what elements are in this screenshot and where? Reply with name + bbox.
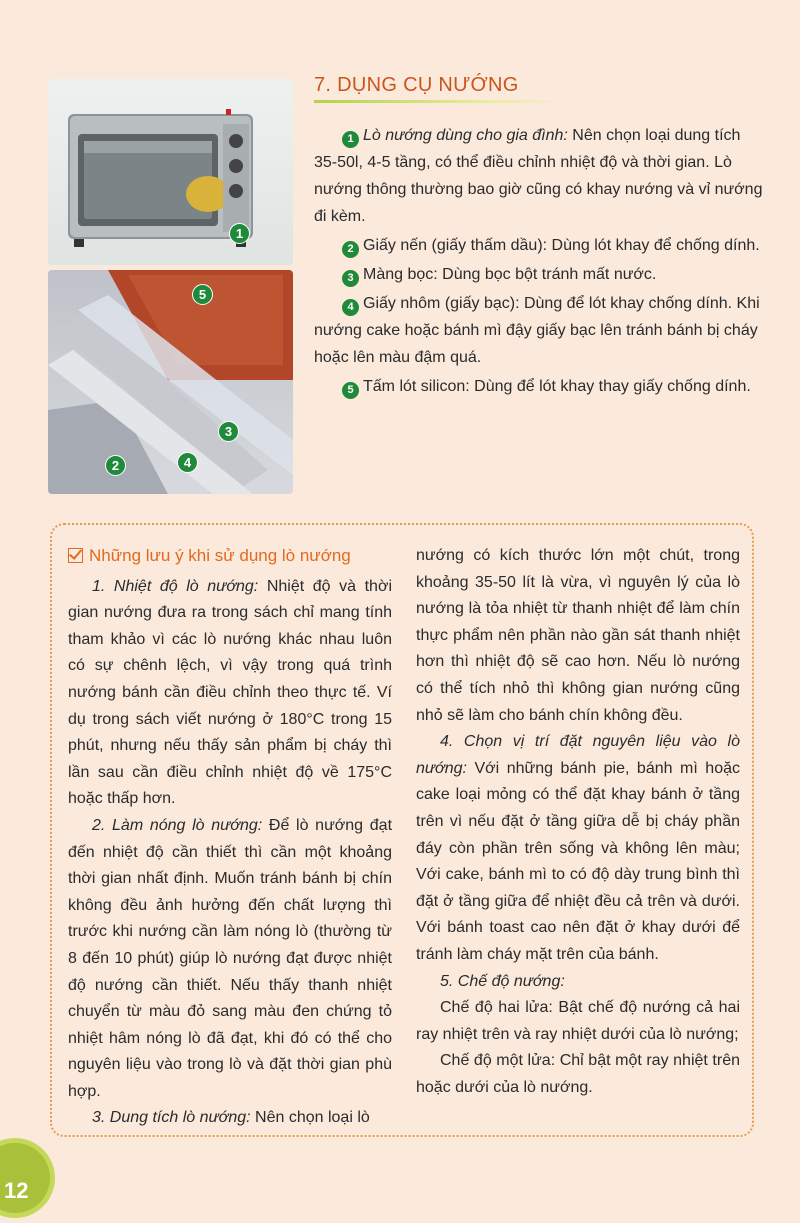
tool-item [314,290,764,371]
notes-title [68,543,392,570]
note-paragraph-1 [68,574,392,813]
tool-desc: Dùng lót khay để chống dính. [547,237,760,254]
tool-item [314,261,764,288]
tools-list [314,122,764,402]
baking-tools-photo [48,270,293,494]
tool-item [314,122,764,230]
note-paragraph-4 [416,729,740,968]
tool-name: Giấy nến (giấy thấm dầu): [363,237,548,254]
tools-illustration [48,270,293,494]
note-text: Để lò nướng đạt đến nhiệt độ cần thiết thì cần một khoảng thời gian nhất định. Muốn tránh bánh bị chín không đều ảnh hưởng đến chất lượng thì trước khi nướng cần làm nóng lò (thường từ 8 đến 10 phút) giúp lò nướng đạt được nhiệt độ nướng cần thiết. Nếu thấy thanh nhiệt chuyển từ màu đỏ sang màu đen chứng tỏ nhiệt hâm nóng lò đã đạt, khi đó có thể cho nguyên liệu vào trong lò và đặt thời gian phù hợp. [68,816,393,1100]
number-badge: 3 [342,270,359,287]
number-badge: 2 [342,241,359,258]
label-badge-1: 1 [229,223,250,244]
note-paragraph-3-cont: nướng có kích thước lớn một chút, trong khoảng 35-50 lít là vừa, vì nguyên lý của lò nướng là tỏa nhiệt từ thanh nhiệt để làm chín thực phẩm nên phần nào gần sát thanh nhiệt hơn thì nhiệt độ sẽ cao hơn. Nếu lò nướng có thể tích nhỏ thì không gian nướng cũng nhỏ sẽ làm cho bánh chín không đều. [416,547,740,724]
note-paragraph-5-heading: 5. Chế độ nướng: [440,972,565,990]
label-badge-3: 3 [218,421,239,442]
note-heading: 1. Nhiệt độ lò nướng: [92,577,259,595]
number-badge: 1 [342,131,359,148]
note-paragraph-2 [68,813,392,1106]
note-heading: 2. Làm nóng lò nướng: [92,816,263,834]
note-paragraph-3 [68,1105,392,1132]
title-underline [314,100,564,103]
tool-item [314,232,764,259]
oven-photo [48,79,293,265]
notes-title-text: Những lưu ý khi sử dụng lò nướng [89,546,351,565]
number-badge: 5 [342,382,359,399]
page-number: 12 [4,1178,29,1203]
label-badge-2: 2 [105,455,126,476]
tool-item [314,373,764,400]
note-text: Nên chọn loại lò [250,1109,370,1127]
oven-illustration [48,79,293,265]
notes-left-column [68,543,392,1132]
notes-right-column [416,543,740,1101]
note-heading: 4. Chọn vị trí đặt nguyên liệu vào lò nướng: [416,733,740,777]
tool-name: Màng bọc: [363,266,438,283]
section-title: 7. DỤNG CỤ NƯỚNG [314,74,519,96]
tool-desc: Dùng để lót khay thay giấy chống dính. [469,378,751,395]
note-text: Với những bánh pie, bánh mì hoặc cake loại mỏng có thể đặt khay bánh ở tầng trên vì nếu đặt ở tầng giữa dễ bị cháy phần đáy còn phần trên sống và không lên màu; Với cake, bánh mì to có độ dày trung bình thì đặt ở tầng giữa để nhiệt đều cả trên và dưới. Với bánh toast cao nên đặt ở khay dưới để tránh làm cháy mặt trên của bánh. [416,759,740,963]
note-text: Nhiệt độ và thời gian nướng đưa ra trong sách chỉ mang tính tham khảo vì các lò nướng khác nhau luôn có sự chênh lệch, vì vậy trong quá trình nướng bánh cần điều chỉnh theo thực tế. Ví dụ trong sách viết nướng ở 180°C trong 15 phút, nhưng nếu thấy sản phẩm bị cháy thì lần sau cần điều chỉnh nhiệt độ về 175°C hoặc thấp hơn. [68,577,392,808]
tool-desc: Dùng để lót khay chống dính. Khi nướng cake hoặc bánh mì đậy giấy bạc lên tránh bánh bị cháy hoặc lên màu đậm quá. [314,295,760,366]
note-heading: 3. Dung tích lò nướng: [92,1109,251,1127]
note-paragraph-5a: Chế độ hai lửa: Bật chế độ nướng cả hai ray nhiệt trên và ray nhiệt dưới của lò nướng; [416,999,740,1043]
label-badge-5: 5 [192,284,213,305]
tool-name: Giấy nhôm (giấy bạc): [363,295,520,312]
tool-name: Tấm lót silicon: [363,378,470,395]
label-badge-4: 4 [177,452,198,473]
number-badge: 4 [342,299,359,316]
tool-desc: Nên chọn loại dung tích 35-50l, 4-5 tầng, có thể điều chỉnh nhiệt độ và thời gian. Lò nướng thông thường bao giờ cũng có khay nướng và vỉ nướng đi kèm. [314,127,763,225]
note-paragraph-5b: Chế độ một lửa: Chỉ bật một ray nhiệt trên hoặc dưới của lò nướng. [416,1052,740,1096]
tool-name: Lò nướng dùng cho gia đình: [363,127,568,144]
tool-desc: Dùng bọc bột tránh mất nước. [437,266,657,283]
checkbox-icon [68,548,83,563]
